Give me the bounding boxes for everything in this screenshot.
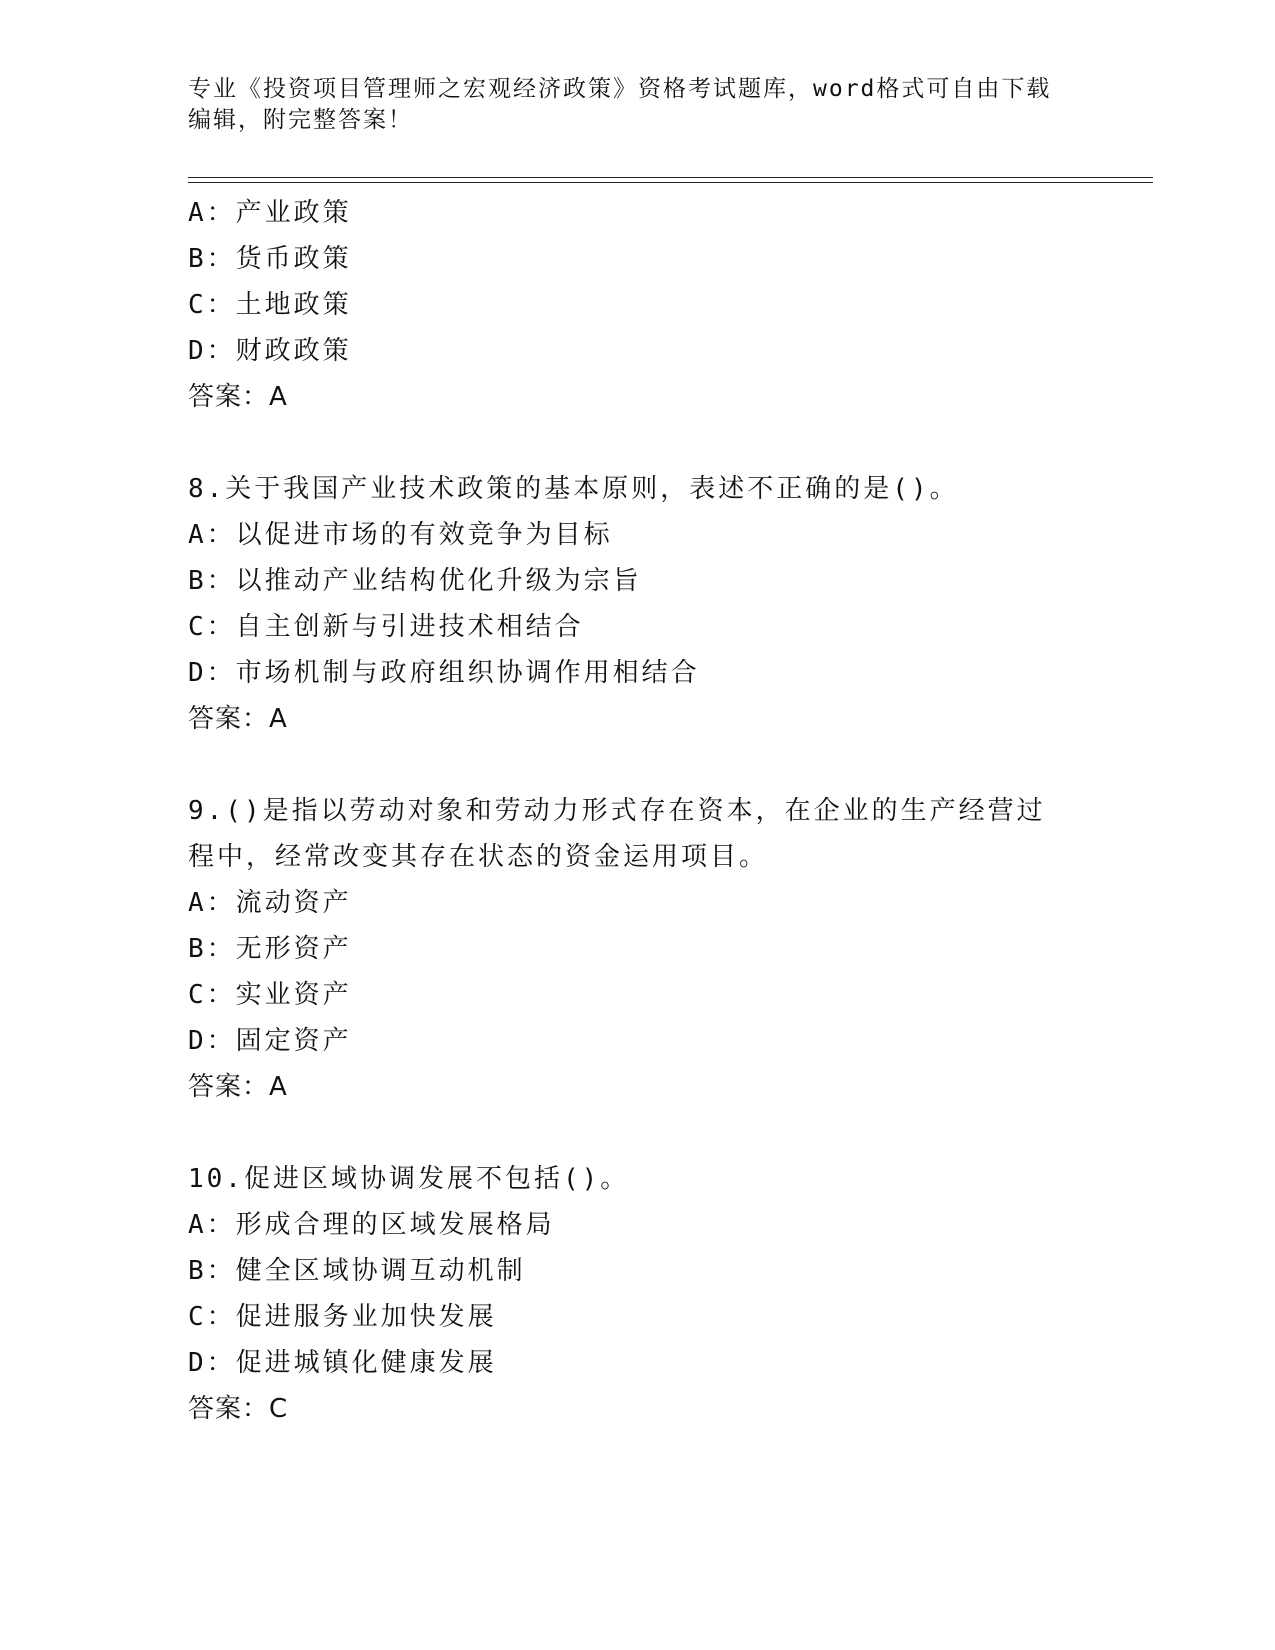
answer-line: 答案：A bbox=[188, 704, 288, 734]
option-b: B：无形资产 bbox=[188, 934, 352, 964]
option-b: B：货币政策 bbox=[188, 244, 352, 274]
option-c: C：土地政策 bbox=[188, 290, 352, 320]
option-a: A：流动资产 bbox=[188, 888, 352, 918]
answer-line: 答案：C bbox=[188, 1394, 289, 1424]
header-rule-bottom bbox=[188, 182, 1153, 183]
question-text: 9.()是指以劳动对象和劳动力形式存在资本，在企业的生产经营过程中，经常改变其存在状态的资金运用项目。 bbox=[188, 796, 1046, 872]
question-block-10 bbox=[188, 1156, 1088, 1432]
option-c: C：实业资产 bbox=[188, 980, 352, 1010]
option-c: C：自主创新与引进技术相结合 bbox=[188, 612, 584, 642]
option-b: B：健全区域协调互动机制 bbox=[188, 1256, 526, 1286]
option-a: A：以促进市场的有效竞争为目标 bbox=[188, 520, 613, 550]
question-block-9 bbox=[188, 788, 1088, 1110]
question-text: 8.关于我国产业技术政策的基本原则，表述不正确的是()。 bbox=[188, 474, 959, 504]
spacer bbox=[188, 1110, 1088, 1156]
document-intro: 专业《投资项目管理师之宏观经济政策》资格考试题库，word格式可自由下载编辑，附完整答案！ bbox=[188, 76, 1052, 133]
question-list bbox=[188, 190, 1088, 1432]
option-a: A：形成合理的区域发展格局 bbox=[188, 1210, 555, 1240]
option-b: B：以推动产业结构优化升级为宗旨 bbox=[188, 566, 642, 596]
spacer bbox=[188, 420, 1088, 466]
option-d: D：市场机制与政府组织协调作用相结合 bbox=[188, 658, 700, 688]
answer-line: 答案：A bbox=[188, 382, 288, 412]
option-d: D：促进城镇化健康发展 bbox=[188, 1348, 497, 1378]
option-a: A：产业政策 bbox=[188, 198, 352, 228]
option-d: D：财政政策 bbox=[188, 336, 352, 366]
spacer bbox=[188, 742, 1088, 788]
question-block-8 bbox=[188, 466, 1088, 742]
option-d: D：固定资产 bbox=[188, 1026, 352, 1056]
header-rule-top bbox=[188, 177, 1153, 178]
question-block-7 bbox=[188, 190, 1088, 420]
question-text: 10.促进区域协调发展不包括()。 bbox=[188, 1164, 630, 1194]
option-c: C：促进服务业加快发展 bbox=[188, 1302, 497, 1332]
answer-line: 答案：A bbox=[188, 1072, 288, 1102]
